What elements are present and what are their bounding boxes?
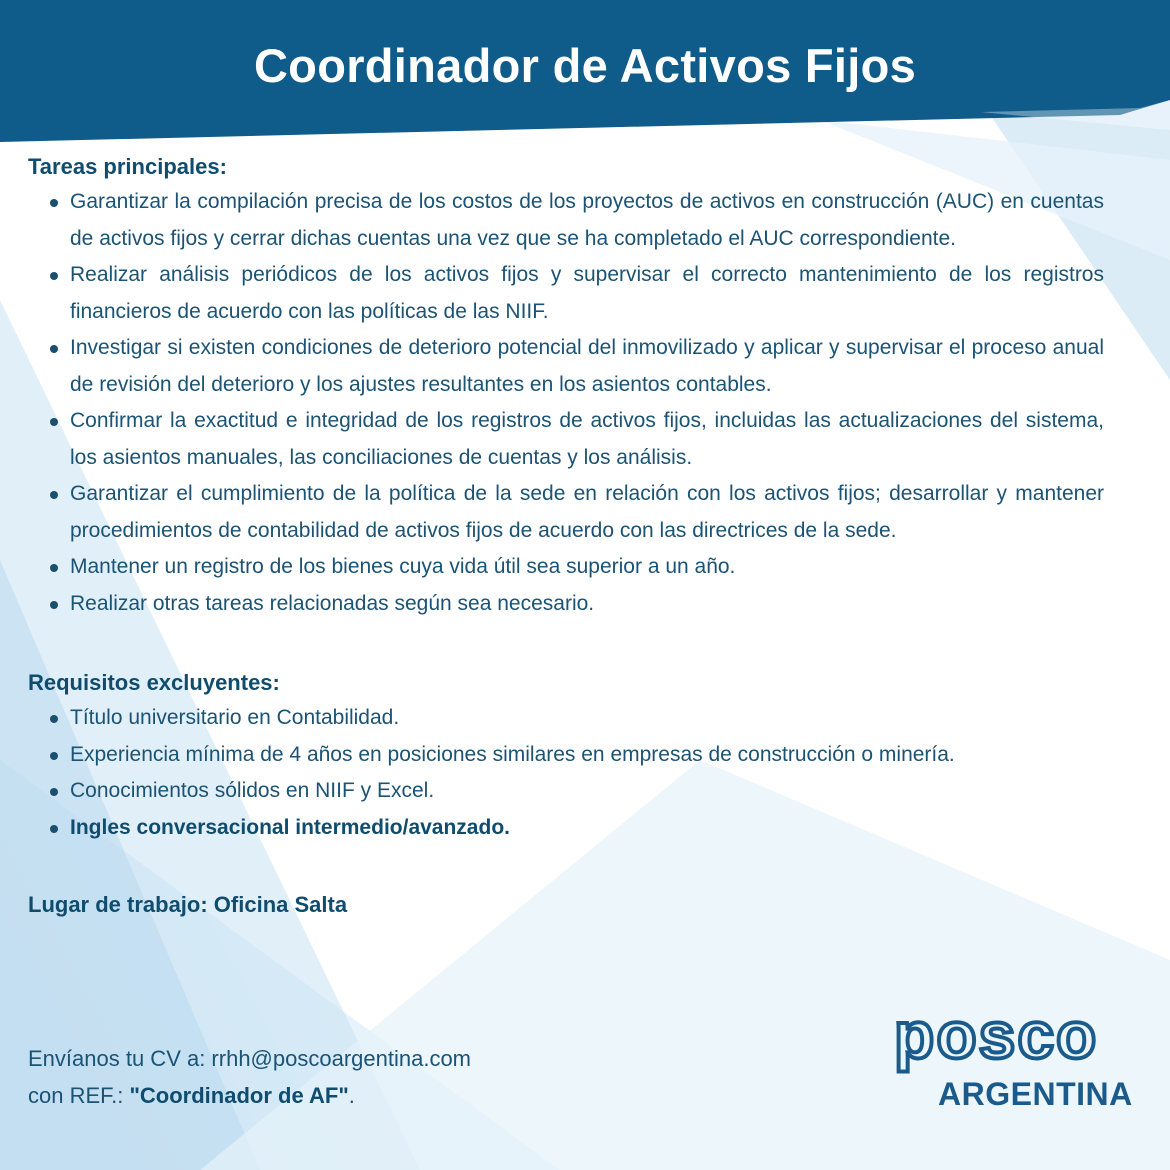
logo-subtitle: ARGENTINA: [938, 1076, 1133, 1112]
workplace-label: Lugar de trabajo: Oficina Salta: [28, 892, 348, 917]
requirements-list: [48, 700, 1104, 846]
list-item: Investigar si existen condiciones de deterioro potencial del inmovilizado y aplicar y supervisar el proceso anual de revisión del deterioro y los ajustes resultantes en los asientos contables.: [48, 330, 1104, 403]
list-item: Garantizar la compilación precisa de los costos de los proyectos de activos en construcción (AUC) en cuentas de activos fijos y cerrar dichas cuentas una vez que se ha completado el AUC correspondiente.: [48, 184, 1104, 257]
tasks-list: [48, 184, 1104, 622]
main-content: [28, 150, 1104, 922]
list-item: Mantener un registro de los bienes cuya vida útil sea superior a un año.: [48, 549, 1104, 586]
posco-wordmark: [890, 1000, 1130, 1080]
page-title: Coordinador de Activos Fijos: [253, 39, 917, 92]
contact-block: [28, 1040, 471, 1114]
requirements-heading: Requisitos excluyentes:: [28, 670, 280, 695]
contact-ref-prefix: con REF.:: [28, 1083, 130, 1108]
tasks-heading: Tareas principales:: [28, 154, 227, 179]
list-item: Experiencia mínima de 4 años en posiciones similares en empresas de construcción o minería.: [48, 737, 1104, 774]
list-item: Realizar otras tareas relacionadas según sea necesario.: [48, 586, 1104, 623]
logo-word-text: posco: [894, 1000, 1099, 1072]
contact-ref-suffix: .: [348, 1083, 355, 1108]
list-item: Ingles conversacional intermedio/avanzado.: [48, 810, 1104, 847]
contact-ref-line: [28, 1077, 471, 1114]
posco-logo: [890, 1000, 1150, 1120]
contact-ref-value: "Coordinador de AF": [129, 1083, 349, 1108]
list-item: Confirmar la exactitud e integridad de los registros de activos fijos, incluidas las actualizaciones del sistema, los asientos manuales, las conciliaciones de cuentas y los análisis.: [48, 403, 1104, 476]
list-item: Conocimientos sólidos en NIIF y Excel.: [48, 773, 1104, 810]
list-item: Título universitario en Contabilidad.: [48, 700, 1104, 737]
contact-email-line: Envíanos tu CV a: rrhh@poscoargentina.com: [28, 1046, 472, 1071]
list-item: Realizar análisis periódicos de los activos fijos y supervisar el correcto mantenimiento de los registros financieros de acuerdo con las políticas de las NIIF.: [48, 257, 1104, 330]
list-item: Garantizar el cumplimiento de la política de la sede en relación con los activos fijos; desarrollar y mantener procedimientos de contabilidad de activos fijos de acuerdo con las directrices de la sede.: [48, 476, 1104, 549]
